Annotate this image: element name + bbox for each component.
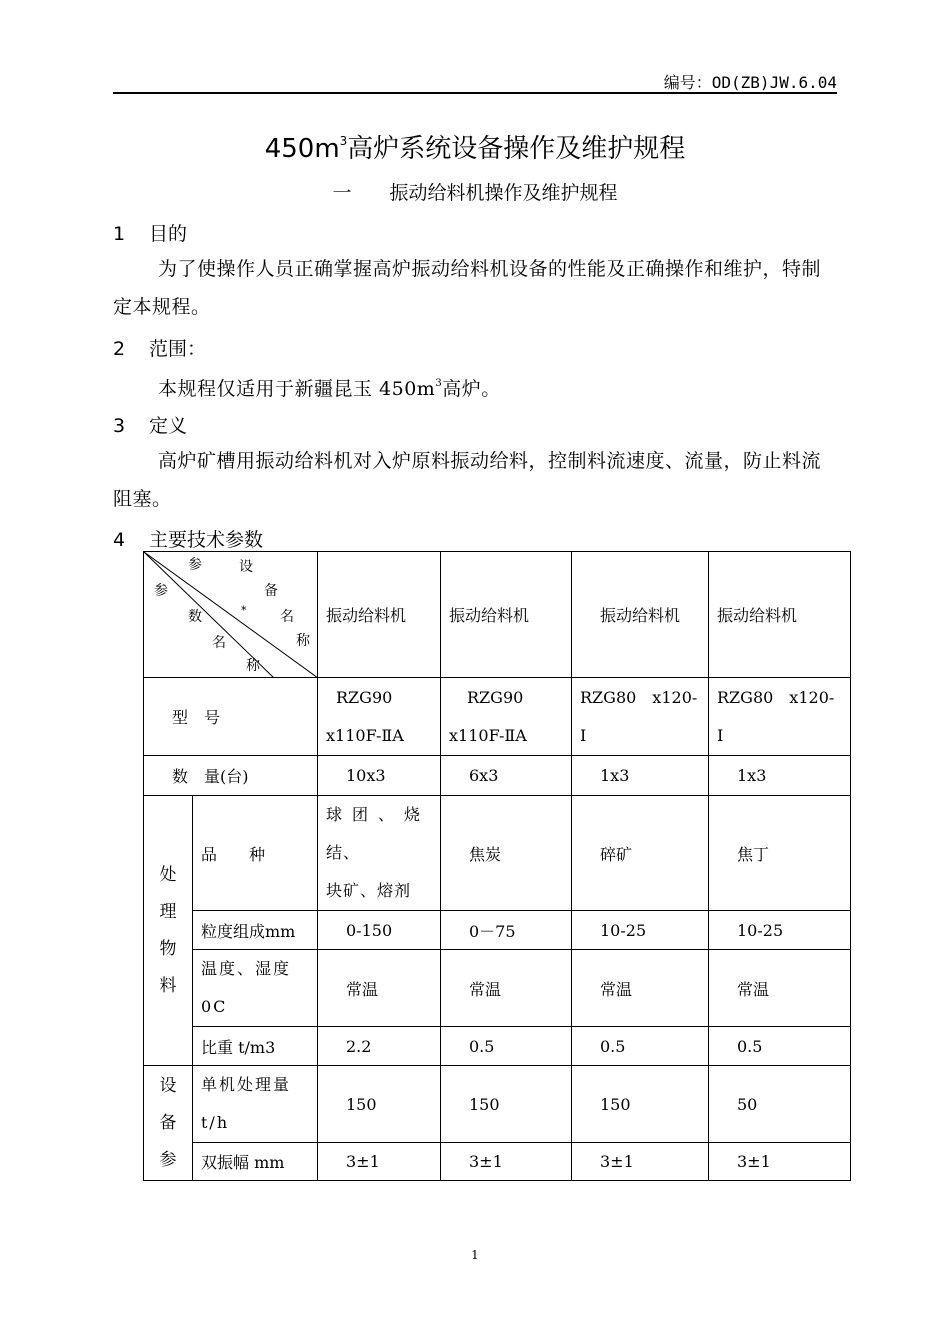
corner-label: 数 xyxy=(188,609,202,625)
body-text: 高炉。 xyxy=(442,378,501,400)
title-prefix: 450m xyxy=(264,134,340,164)
table-cell: 10-25 xyxy=(572,911,709,950)
table-row-size xyxy=(144,911,851,950)
row-label: 温度、湿度0C xyxy=(193,950,318,1027)
document-number: 编号：OD(ZB)JW.6.04 xyxy=(663,73,837,92)
corner-label: 称 xyxy=(246,658,260,674)
table-cell: 常温 xyxy=(318,950,441,1027)
table-cell: 0-150 xyxy=(318,911,441,950)
corner-label: * xyxy=(241,604,247,617)
page-number: 1 xyxy=(471,1248,479,1262)
cell-line: 块矿、熔剂 xyxy=(326,881,412,900)
section-heading-4 xyxy=(113,525,263,552)
subtitle-index: 一 xyxy=(332,182,352,204)
section-title: 范围： xyxy=(149,338,207,360)
group-label-text: 设备参 xyxy=(159,1075,177,1170)
subtitle-text: 振动给料机操作及维护规程 xyxy=(389,182,618,204)
table-cell: 焦丁 xyxy=(709,796,851,911)
table-cell: 2.2 xyxy=(318,1027,441,1066)
section-number: 4 xyxy=(113,529,126,551)
section-body-3: 高炉矿槽用振动给料机对入炉原料振动给料，控制料流速度、流量，防止料流阻塞。 xyxy=(113,450,822,510)
table-cell: 3±1 xyxy=(572,1143,709,1181)
diagonal-header-cell xyxy=(144,552,318,678)
row-label: 型 号 xyxy=(144,678,318,756)
table-cell: 150 xyxy=(318,1066,441,1143)
section-body-1: 为了使操作人员正确掌握高炉振动给料机设备的性能及正确操作和维护，特制定本规程。 xyxy=(113,258,822,318)
table-cell: 0.5 xyxy=(441,1027,572,1066)
table-row-variety xyxy=(144,796,851,911)
table-cell xyxy=(318,678,441,756)
body-text: 本规程仅适用于新疆昆玉 450m xyxy=(158,378,436,400)
row-label: 品 种 xyxy=(193,796,318,911)
row-label: 比重 t/m3 xyxy=(193,1027,318,1066)
cell-line: Ⅰ xyxy=(580,725,587,745)
column-header: 振动给料机 xyxy=(441,552,572,678)
table-row-quantity xyxy=(144,756,851,796)
cell-line: x110F-ⅡA xyxy=(449,725,527,745)
section-title: 目的 xyxy=(149,223,188,245)
table-cell: 3±1 xyxy=(318,1143,441,1181)
document-title xyxy=(0,128,950,165)
section-heading-3 xyxy=(113,411,187,438)
table-cell: 常温 xyxy=(709,950,851,1027)
table-cell: 1x3 xyxy=(709,756,851,796)
column-header: 振动给料机 xyxy=(572,552,709,678)
corner-label: 名 xyxy=(280,609,294,625)
cell-line: RZG80 x120- xyxy=(717,687,835,707)
table-cell: 150 xyxy=(441,1066,572,1143)
cell-line: x110F-ⅡA xyxy=(326,725,404,745)
body-superscript: 3 xyxy=(435,378,443,389)
table-cell: 碎矿 xyxy=(572,796,709,911)
cell-line: 结、 xyxy=(326,843,361,862)
header-rule xyxy=(113,92,837,94)
cell-line: Ⅰ xyxy=(717,725,724,745)
table-row-capacity xyxy=(144,1066,851,1143)
table-cell: 3±1 xyxy=(441,1143,572,1181)
table-cell: 常温 xyxy=(441,950,572,1027)
section-heading-2 xyxy=(113,334,206,361)
table-cell: 50 xyxy=(709,1066,851,1143)
cell-line: RZG80 x120- xyxy=(580,687,698,707)
table-row-density xyxy=(144,1027,851,1066)
cell-line: RZG90 xyxy=(467,687,524,707)
section-heading-1 xyxy=(113,219,187,246)
title-superscript: 3 xyxy=(339,134,348,148)
table-cell xyxy=(572,678,709,756)
table-cell: 3±1 xyxy=(709,1143,851,1181)
table-cell: 6x3 xyxy=(441,756,572,796)
row-label: 数 量(台) xyxy=(144,756,318,796)
section-body-2 xyxy=(113,365,837,408)
group-label-material xyxy=(144,796,193,1066)
group-label-text: 处理物料 xyxy=(159,864,177,996)
section-title: 定义 xyxy=(149,415,188,437)
title-rest: 高炉系统设备操作及维护规程 xyxy=(347,134,686,164)
table-cell: 10-25 xyxy=(709,911,851,950)
table-cell xyxy=(709,678,851,756)
corner-label: 参 xyxy=(154,583,168,599)
table-cell: 10x3 xyxy=(318,756,441,796)
section-number: 2 xyxy=(113,338,126,360)
section-subtitle xyxy=(0,178,950,205)
row-label: 双振幅 mm xyxy=(193,1143,318,1181)
cell-line: RZG90 xyxy=(336,687,393,707)
table-cell: 0－75 xyxy=(441,911,572,950)
column-header: 振动给料机 xyxy=(318,552,441,678)
table-cell: 常温 xyxy=(572,950,709,1027)
section-title: 主要技术参数 xyxy=(149,529,264,551)
row-label: 单机处理量t/h xyxy=(193,1066,318,1143)
table-cell: 150 xyxy=(572,1066,709,1143)
table-row-amplitude xyxy=(144,1143,851,1181)
cell-line: 球团、烧 xyxy=(326,805,431,824)
group-label-equipment xyxy=(144,1066,193,1181)
row-label: 粒度组成mm xyxy=(193,911,318,950)
column-header: 振动给料机 xyxy=(709,552,851,678)
section-number: 3 xyxy=(113,415,126,437)
corner-label: 称 xyxy=(296,633,310,649)
section-number: 1 xyxy=(113,223,126,245)
table-cell xyxy=(441,678,572,756)
table-cell: 焦炭 xyxy=(441,796,572,911)
table-row-temperature xyxy=(144,950,851,1027)
table-cell: 0.5 xyxy=(572,1027,709,1066)
corner-label: 参 xyxy=(188,557,202,573)
parameters-table xyxy=(143,551,851,1181)
corner-label: 设 xyxy=(239,559,253,575)
corner-label: 名 xyxy=(212,635,226,651)
table-header-row xyxy=(144,552,851,678)
table-cell xyxy=(318,796,441,911)
corner-label: 备 xyxy=(264,583,278,599)
table-cell: 1x3 xyxy=(572,756,709,796)
table-cell: 0.5 xyxy=(709,1027,851,1066)
table-row-model xyxy=(144,678,851,756)
